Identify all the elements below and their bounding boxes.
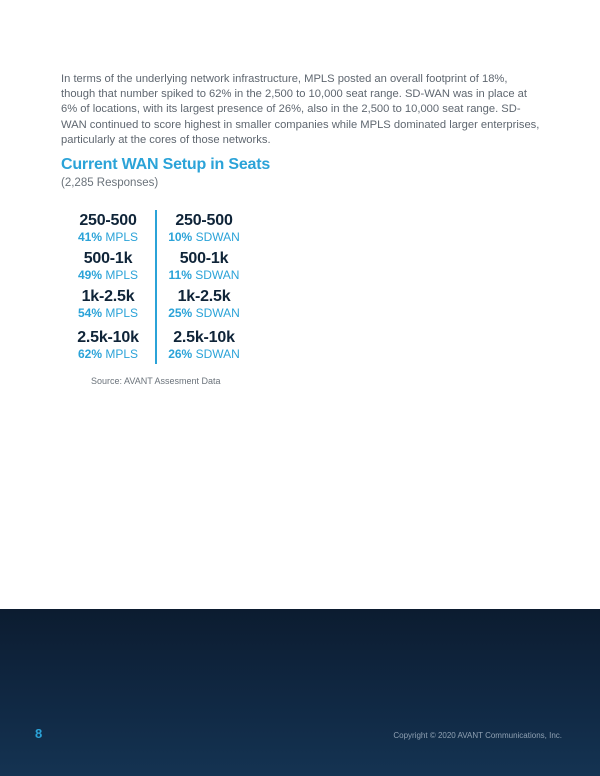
sdwan-cell-1k-2.5k [157, 287, 251, 321]
seat-range: 500-1k [179, 250, 229, 267]
seat-range: 500-1k [83, 250, 133, 267]
sdwan-cell-2.5k-10k [157, 328, 251, 362]
seat-range: 1k-2.5k [177, 288, 231, 305]
copyright-notice: Copyright © 2020 AVANT Communications, Inc. [393, 731, 562, 740]
seat-range: 2.5k-10k [173, 329, 235, 346]
mpls-share: 41% MPLS [77, 230, 139, 244]
seat-range: 1k-2.5k [81, 288, 135, 305]
mpls-cell-2.5k-10k [61, 328, 155, 362]
sdwan-share: 10% SDWAN [168, 230, 240, 244]
wan-setup-grid [61, 206, 251, 364]
mpls-share: 62% MPLS [77, 347, 139, 361]
mpls-cell-250-500 [61, 211, 155, 245]
sdwan-share: 11% SDWAN [168, 268, 240, 282]
sdwan-share: 25% SDWAN [168, 306, 240, 320]
mpls-share: 49% MPLS [77, 268, 139, 282]
section-title: Current WAN Setup in Seats [61, 156, 271, 173]
sdwan-share: 26% SDWAN [168, 347, 240, 361]
mpls-cell-500-1k [61, 249, 155, 283]
response-count: (2,285 Responses) [61, 177, 159, 189]
seat-range: 250-500 [79, 212, 137, 229]
page-number: 8 [35, 726, 43, 741]
page-footer [0, 609, 600, 776]
sdwan-cell-500-1k [157, 249, 251, 283]
sdwan-cell-250-500 [157, 211, 251, 245]
seat-range: 250-500 [175, 212, 233, 229]
source-note: Source: AVANT Assesment Data [91, 376, 221, 386]
intro-paragraph: In terms of the underlying network infrastructure, MPLS posted an overall footprint of 18%, though that number spiked to 62% in the 2,500 to 10,000 seat range. SD-WAN was in place at 6% of locations, with its largest presence of 26%, also in the 2,500 to 10,000 seat range. SD-WAN continued to score highest in smaller companies while MPLS dominated larger enterprises, particularly at the cores of those networks. [61, 73, 540, 146]
mpls-share: 54% MPLS [77, 306, 139, 320]
seat-range: 2.5k-10k [77, 329, 139, 346]
mpls-cell-1k-2.5k [61, 287, 155, 321]
